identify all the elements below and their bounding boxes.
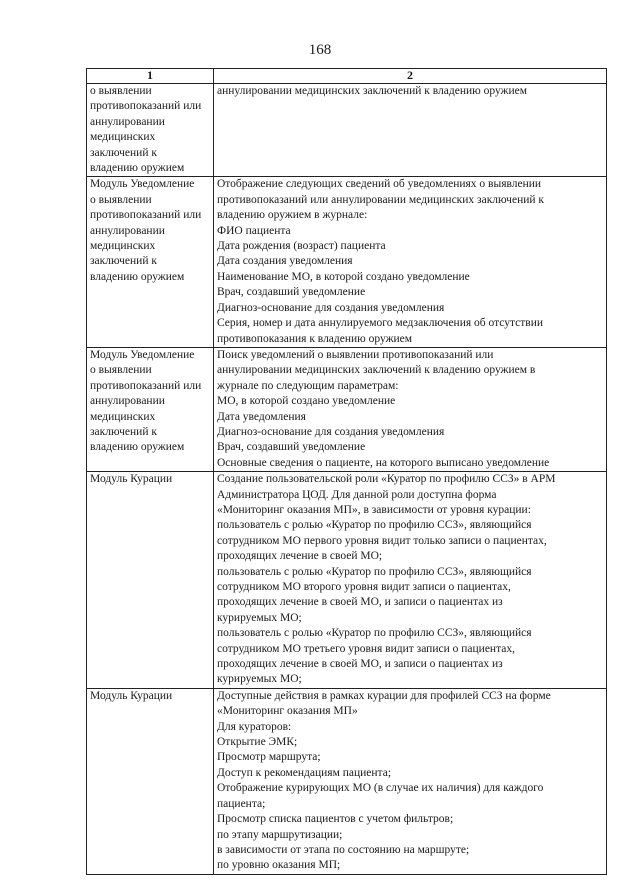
module-line: Модуль Уведомление bbox=[90, 178, 195, 191]
module-line: владению оружием bbox=[90, 270, 185, 283]
module-line: о выявлении bbox=[90, 193, 152, 206]
description-line: противопоказания к владению оружием bbox=[217, 332, 413, 345]
description-line: пациента; bbox=[217, 797, 266, 810]
module-line: противопоказаний или bbox=[90, 100, 202, 113]
module-cell bbox=[87, 177, 214, 347]
description-line: Отображение курирующих МО (в случае их наличия) для каждого bbox=[217, 782, 544, 795]
table-row bbox=[87, 347, 607, 471]
description-line: Отображение следующих сведений об уведомлениях о выявлении bbox=[217, 178, 542, 191]
requirements-table bbox=[86, 68, 607, 875]
module-line: медицинских bbox=[90, 410, 156, 423]
module-cell bbox=[87, 688, 214, 874]
module-line: Модуль Курации bbox=[90, 473, 173, 486]
description-line: в зависимости от этапа по состоянию на маршруте; bbox=[217, 843, 470, 856]
table-body bbox=[87, 84, 607, 875]
description-line: Доступ к рекомендациям пациента; bbox=[217, 766, 392, 779]
description-cell bbox=[214, 177, 607, 347]
description-line: проходящих лечение в своей МО, и записи о пациентах из bbox=[217, 658, 503, 671]
description-line: Просмотр маршрута; bbox=[217, 751, 321, 764]
module-line: Модуль Уведомление bbox=[90, 348, 195, 361]
page-number: 168 bbox=[308, 42, 332, 58]
header-col-2: 2 bbox=[214, 69, 607, 84]
module-line: аннулировании bbox=[90, 224, 165, 237]
module-line: заключений к bbox=[90, 255, 157, 268]
module-cell bbox=[87, 472, 214, 689]
module-line: о выявлении bbox=[90, 364, 152, 377]
description-line: Диагноз-основание для создания уведомления bbox=[217, 425, 445, 438]
module-line: о выявлении bbox=[90, 85, 152, 97]
description-cell bbox=[214, 84, 607, 177]
module-line: владению оружием bbox=[90, 162, 185, 175]
description-line: Поиск уведомлений о выявлении противопоказаний или bbox=[217, 348, 494, 361]
description-line: Администратора ЦОД. Для данной роли доступна форма bbox=[217, 488, 497, 501]
description-line: противопоказаний или аннулировании медицинских заключений к bbox=[217, 193, 544, 206]
description-line: МО, в которой создано уведомление bbox=[217, 395, 396, 408]
module-line: противопоказаний или bbox=[90, 379, 202, 392]
description-line: сотрудником МО первого уровня видит только записи о пациентах, bbox=[217, 534, 547, 547]
description-line: курируемых МО; bbox=[217, 673, 302, 686]
description-line: Дата создания уведомления bbox=[217, 255, 353, 268]
table-row bbox=[87, 177, 607, 347]
module-line: заключений к bbox=[90, 146, 157, 159]
description-line: Врач, создавший уведомление bbox=[217, 441, 366, 454]
description-line: по этапу маршрутизации; bbox=[217, 828, 343, 841]
description-line: ФИО пациента bbox=[217, 224, 291, 237]
description-line: пользователь с ролью «Куратор по профилю ССЗ», являющийся bbox=[217, 627, 532, 640]
description-cell bbox=[214, 347, 607, 471]
module-cell bbox=[87, 84, 214, 177]
module-line: медицинских bbox=[90, 240, 156, 253]
description-line: Создание пользовательской роли «Куратор по профилю ССЗ» в АРМ bbox=[217, 473, 556, 486]
module-line: аннулировании bbox=[90, 395, 165, 408]
description-line: журнале по следующим параметрам: bbox=[217, 379, 399, 392]
description-line: Открытие ЭМК; bbox=[217, 736, 298, 749]
table-row bbox=[87, 84, 607, 177]
description-line: Диагноз-основание для создания уведомления bbox=[217, 301, 445, 314]
table-header-row bbox=[87, 69, 607, 84]
description-line: аннулировании медицинских заключений к владению оружием в bbox=[217, 364, 536, 377]
table-row bbox=[87, 688, 607, 874]
description-line: Врач, создавший уведомление bbox=[217, 286, 366, 299]
module-line: заключений к bbox=[90, 425, 157, 438]
description-cell bbox=[214, 472, 607, 689]
description-line: владению оружием в журнале: bbox=[217, 209, 368, 222]
description-line: Наименование МО, в которой создано уведомление bbox=[217, 270, 470, 283]
description-line: Дата уведомления bbox=[217, 410, 306, 423]
description-line: сотрудником МО второго уровня видит записи о пациентах, bbox=[217, 581, 511, 593]
description-line: Серия, номер и дата аннулируемого медзаключения об отсутствии bbox=[217, 317, 544, 330]
description-line: аннулировании медицинских заключений к владению оружием bbox=[217, 85, 528, 97]
module-line: аннулировании bbox=[90, 115, 165, 128]
description-line: проходящих лечение в своей МО; bbox=[217, 550, 383, 563]
table-row bbox=[87, 472, 607, 689]
module-line: Модуль Курации bbox=[90, 689, 173, 702]
description-line: Для кураторов: bbox=[217, 720, 292, 733]
description-line: «Мониторинг оказания МП», в зависимости от уровня курации: bbox=[217, 503, 531, 516]
description-line: по уровню оказания МП; bbox=[217, 859, 341, 872]
description-line: Доступные действия в рамках курации для профилей ССЗ на форме bbox=[217, 689, 551, 702]
description-line: «Мониторинг оказания МП» bbox=[217, 705, 358, 718]
module-cell bbox=[87, 347, 214, 471]
description-cell bbox=[214, 688, 607, 874]
module-line: противопоказаний или bbox=[90, 209, 202, 222]
description-line: пользователь с ролью «Куратор по профилю ССЗ», являющийся bbox=[217, 565, 532, 578]
header-col-1: 1 bbox=[87, 69, 214, 84]
module-line: медицинских bbox=[90, 131, 156, 144]
description-line: проходящих лечение в своей МО, и записи о пациентах из bbox=[217, 596, 503, 609]
description-line: Просмотр списка пациентов с учетом фильтров; bbox=[217, 813, 454, 826]
module-line: владению оружием bbox=[90, 441, 185, 454]
description-line: сотрудником МО третьего уровня видит записи о пациентах, bbox=[217, 642, 515, 655]
description-line: Основные сведения о пациенте, на которого выписано уведомление bbox=[217, 456, 550, 469]
description-line: Дата рождения (возраст) пациента bbox=[217, 240, 386, 253]
description-line: пользователь с ролью «Куратор по профилю ССЗ», являющийся bbox=[217, 519, 532, 532]
description-line: курируемых МО; bbox=[217, 611, 302, 624]
